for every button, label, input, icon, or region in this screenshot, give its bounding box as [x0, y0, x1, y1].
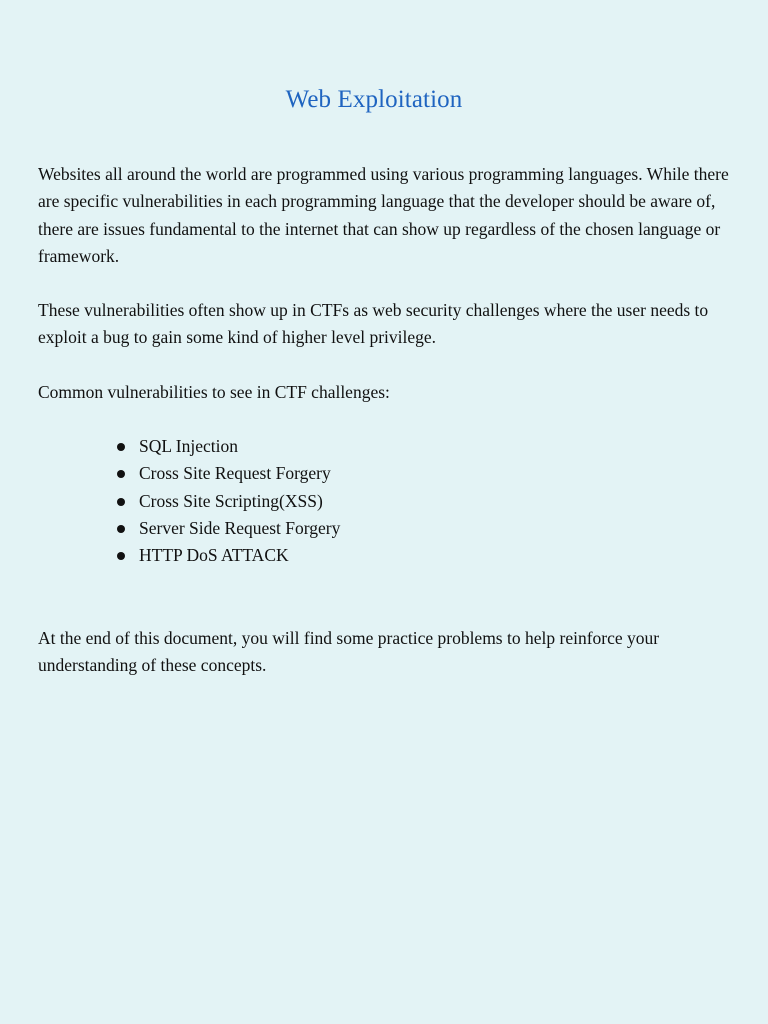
ctf-paragraph: These vulnerabilities often show up in CTFs as web security challenges where the user needs to exploit a bug to gain some kind of higher level privilege.	[38, 300, 709, 348]
list-item-label: SQL Injection	[139, 436, 238, 456]
list-item	[117, 460, 340, 487]
vulnerability-list	[117, 433, 340, 569]
list-item-label: Cross Site Request Forgery	[139, 463, 331, 484]
list-item-label: Server Side Request Forgery	[139, 517, 341, 538]
list-item-label: Cross Site Scripting(XSS)	[139, 490, 323, 511]
bullet-icon	[117, 525, 125, 533]
list-item	[117, 488, 340, 515]
list-item	[117, 433, 340, 460]
bullet-icon	[117, 470, 125, 478]
list-intro-paragraph: Common vulnerabilities to see in CTF challenges:	[38, 382, 390, 402]
intro-paragraph: Websites all around the world are programmed using various programming languages. While there are specific vulnerabilities in each programming language that the developer should be aware of, there are issues fundamental to the internet that can show up regardless of the chosen language or framework.	[38, 164, 729, 266]
bullet-icon	[117, 443, 125, 451]
list-item-label: HTTP DoS ATTACK	[139, 545, 289, 566]
document-title: Web Exploitation	[285, 86, 463, 113]
bullet-icon	[117, 498, 125, 506]
list-item	[117, 542, 340, 569]
bullet-icon	[117, 552, 125, 560]
list-item	[117, 515, 340, 542]
closing-paragraph: At the end of this document, you will find some practice problems to help reinforce your understanding of these concepts.	[38, 628, 660, 676]
